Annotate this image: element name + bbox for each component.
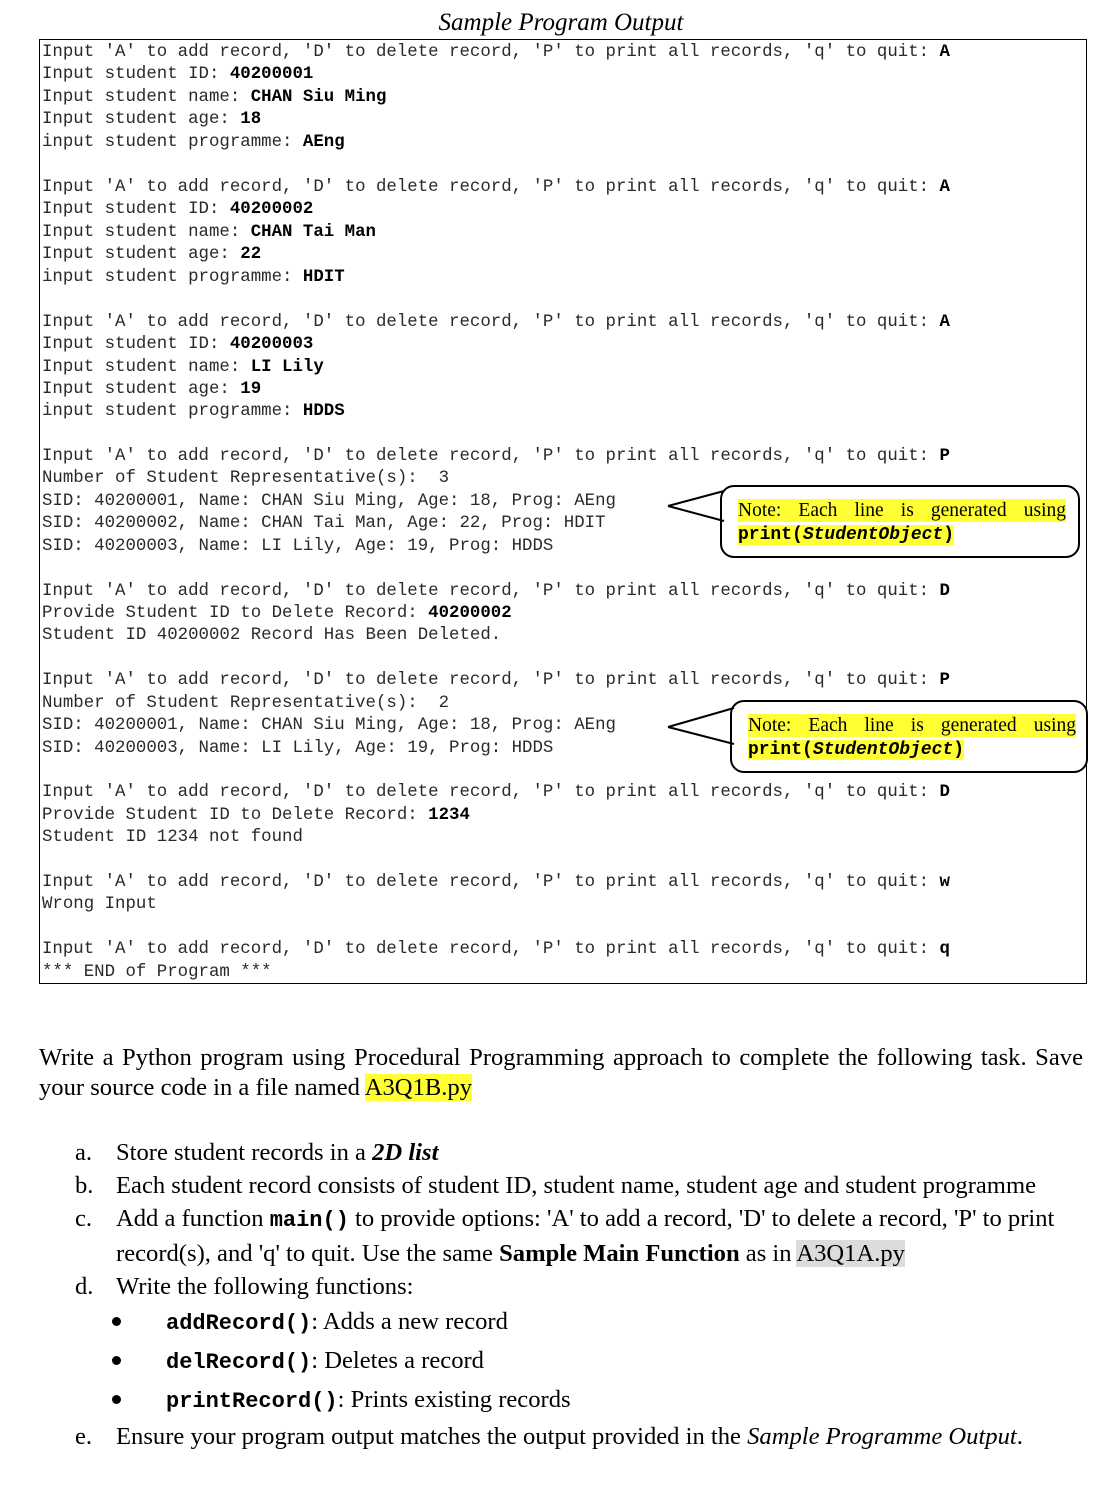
console-line: Input student name: LI Lily — [42, 358, 324, 377]
console-line: Input 'A' to add record, 'D' to delete record, 'P' to print all records, 'q' to quit: q — [42, 940, 950, 959]
user-input: LI Lily — [250, 358, 324, 377]
note-callout — [720, 485, 1080, 558]
page-title: Sample Program Output — [438, 9, 684, 36]
user-input: q — [939, 940, 950, 959]
note-code: print(StudentObject) — [738, 525, 955, 545]
console-line: SID: 40200001, Name: CHAN Siu Ming, Age: 18, Prog: AEng — [42, 492, 616, 511]
console-line: Input 'A' to add record, 'D' to delete record, 'P' to print all records, 'q' to quit: A — [42, 313, 950, 332]
callout-pointer — [702, 702, 732, 742]
user-input: P — [939, 447, 950, 466]
task-intro: Write a Python program using Procedural Programming approach to complete the following task. Save your source code in a file named A3Q1B.py — [39, 1044, 1083, 1101]
user-input: HDDS — [302, 402, 345, 421]
note-text: Note: Each line is generated using — [738, 500, 1066, 521]
console-line: Provide Student ID to Delete Record: 40200002 — [42, 604, 512, 623]
console-line: input student programme: HDDS — [42, 402, 345, 421]
function-item: printRecord(): Prints existing records — [75, 1381, 1085, 1420]
function-item: delRecord(): Deletes a record — [75, 1342, 1085, 1381]
requirements-list — [75, 1136, 1085, 1453]
console-line: Input student ID: 40200001 — [42, 65, 314, 84]
console-line: input student programme: HDIT — [42, 268, 345, 287]
console-line: SID: 40200003, Name: LI Lily, Age: 19, Prog: HDDS — [42, 537, 554, 556]
user-input: A — [939, 178, 950, 197]
bullet-icon — [112, 1395, 121, 1404]
list-item: d. Write the following functions: addRecord(): Adds a new record delRecord(): Deletes a record printRecord(): Prints existing records — [75, 1270, 1085, 1420]
user-input: 1234 — [428, 806, 470, 825]
console-line: Input 'A' to add record, 'D' to delete record, 'P' to print all records, 'q' to quit: w — [42, 873, 950, 892]
list-item: c. Add a function main() to provide options: 'A' to add a record, 'D' to delete a record, 'P' to print record(s), and 'q' to quit. Use the same Sample Main Function as in A3Q1A.py — [75, 1205, 1055, 1267]
console-line: Input student ID: 40200003 — [42, 335, 314, 354]
user-input: A — [939, 313, 950, 332]
console-line: Input student ID: 40200002 — [42, 200, 314, 219]
user-input: 40200003 — [229, 335, 314, 354]
console-line: Student ID 40200002 Record Has Been Deleted. — [42, 626, 502, 645]
console-line: Input 'A' to add record, 'D' to delete record, 'P' to print all records, 'q' to quit: D — [42, 582, 950, 601]
user-input: AEng — [302, 133, 345, 152]
console-line: Input student name: CHAN Siu Ming — [42, 88, 387, 107]
console-line: Input student age: 22 — [42, 245, 262, 264]
file-reference: A3Q1A.py — [796, 1240, 905, 1267]
console-line: SID: 40200001, Name: CHAN Siu Ming, Age: 18, Prog: AEng — [42, 716, 616, 735]
user-input: D — [939, 783, 950, 802]
console-line: Input 'A' to add record, 'D' to delete record, 'P' to print all records, 'q' to quit: P — [42, 447, 950, 466]
list-item: b. Each student record consists of student ID, student name, student age and student programme — [75, 1172, 1036, 1199]
bullet-icon — [112, 1317, 121, 1326]
console-line: Input 'A' to add record, 'D' to delete record, 'P' to print all records, 'q' to quit: A — [42, 178, 950, 197]
console-line: Number of Student Representative(s): 3 — [42, 469, 450, 488]
note-callout — [730, 700, 1088, 773]
user-input: 18 — [240, 110, 262, 129]
console-line: input student programme: AEng — [42, 133, 345, 152]
user-input: 40200002 — [428, 604, 512, 623]
user-input: 40200001 — [229, 65, 314, 84]
console-line: Input student age: 18 — [42, 110, 262, 129]
console-line: Number of Student Representative(s): 2 — [42, 694, 450, 713]
console-line: *** END of Program *** — [42, 963, 272, 982]
function-item: addRecord(): Adds a new record — [75, 1303, 1085, 1342]
console-line: Provide Student ID to Delete Record: 1234 — [42, 806, 470, 825]
bullet-icon — [112, 1356, 121, 1365]
user-input: w — [939, 873, 950, 892]
console-line: Input student name: CHAN Tai Man — [42, 223, 376, 242]
console-line: Input 'A' to add record, 'D' to delete record, 'P' to print all records, 'q' to quit: A — [42, 43, 950, 62]
console-line: SID: 40200003, Name: LI Lily, Age: 19, Prog: HDDS — [42, 739, 554, 758]
user-input: 22 — [240, 245, 262, 264]
user-input: CHAN Tai Man — [250, 223, 376, 242]
user-input: P — [939, 671, 950, 690]
user-input: A — [939, 43, 950, 62]
console-line: Input 'A' to add record, 'D' to delete record, 'P' to print all records, 'q' to quit: P — [42, 671, 950, 690]
console-line: Input 'A' to add record, 'D' to delete record, 'P' to print all records, 'q' to quit: D — [42, 783, 950, 802]
user-input: 19 — [240, 380, 262, 399]
user-input: D — [939, 582, 950, 601]
list-item: a. Store student records in a 2D list — [75, 1139, 439, 1166]
note-code: print(StudentObject) — [748, 740, 965, 760]
callout-pointer — [692, 487, 722, 527]
user-input: 40200002 — [229, 200, 314, 219]
list-item: e. Ensure your program output matches the output provided in the Sample Programme Output. — [75, 1423, 1023, 1450]
note-text: Note: Each line is generated using — [748, 715, 1076, 736]
user-input: CHAN Siu Ming — [250, 88, 387, 107]
user-input: HDIT — [302, 268, 345, 287]
console-line: SID: 40200002, Name: CHAN Tai Man, Age: 22, Prog: HDIT — [42, 514, 606, 533]
console-line: Wrong Input — [42, 895, 157, 914]
console-line: Input student age: 19 — [42, 380, 262, 399]
filename-highlight: A3Q1B.py — [364, 1074, 473, 1101]
console-line: Student ID 1234 not found — [42, 828, 303, 847]
function-list — [75, 1303, 1085, 1420]
